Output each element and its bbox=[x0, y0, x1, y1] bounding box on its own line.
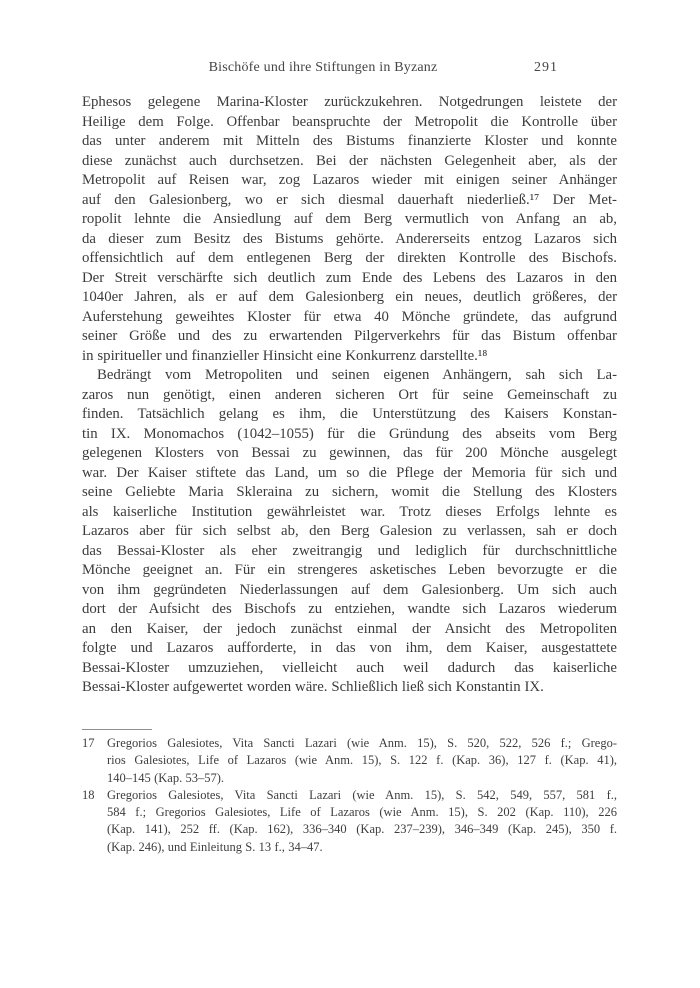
text-line: das unter anderem mit Mitteln des Bistums finanzierte Kloster und konnte bbox=[82, 133, 617, 149]
text-line: Der Streit verschärfte sich deutlich zum Ende des Lebens des Lazaros in den bbox=[82, 269, 617, 286]
text-line: tin IX. Monomachos (1042–1055) für die Gründung des abseits vom Berg bbox=[82, 425, 617, 442]
text-line: seiner Größe und des zu erwartenden Pilgerverkehrs für das Bistum offenbar bbox=[82, 328, 617, 344]
text-line: Bessai-Kloster aufgewertet worden wäre. Schließlich ließ sich Konstantin IX. bbox=[82, 679, 544, 695]
footnote-line: Gregorios Galesiotes, Vita Sancti Lazari (wie Anm. 15), S. 520, 522, 526 f.; Grego- bbox=[107, 736, 617, 750]
text-line: zaros nun genötigt, einen anderen sicheren Ort für seine Gemeinschaft zu bbox=[82, 386, 617, 403]
text-line: an den Kaiser, der jedoch zunächst einmal der Ansicht des Metropoliten bbox=[82, 620, 617, 637]
text-line: ropolit lehnte die Ansiedlung auf dem Berg vermutlich von Anfang an ab, bbox=[82, 211, 617, 227]
footnote-line: 584 f.; Gregorios Galesiotes, Life of Lazaros (wie Anm. 15), S. 202 (Kap. 110), 226 bbox=[107, 805, 617, 820]
text-line: diese zunächst auch durchsetzen. Bei der nächsten Gelegenheit aber, als der bbox=[82, 152, 617, 169]
text-line: Mönche geeignet an. Für ein strengeres asketisches Leben bevorzugte er die bbox=[82, 562, 617, 578]
body-text bbox=[82, 93, 617, 698]
page-number: 291 bbox=[534, 60, 558, 75]
text-line: seine Geliebte Maria Skleraina zu sichern, womit die Stellung des Klosters bbox=[82, 484, 617, 500]
footnotes-section bbox=[82, 729, 617, 856]
footnote-line: 140–145 (Kap. 53–57). bbox=[107, 770, 225, 785]
text-line: finden. Tatsächlich gelang es ihm, die Unterstützung des Kaisers Konstan- bbox=[82, 406, 617, 422]
text-line: offensichtlich auf dem entlegenen Berg der direkten Kontrolle des Bischofs. bbox=[82, 250, 617, 266]
text-line: das Bessai-Kloster als eher zweitrangig und lediglich für durchschnittliche bbox=[82, 542, 617, 559]
footnote-line: (Kap. 246), und Einleitung S. 13 f., 34–47. bbox=[107, 839, 323, 854]
text-line: Auferstehung geweihtes Kloster für etwa 40 Mönche gründete, das aufgrund bbox=[82, 308, 617, 325]
running-head bbox=[82, 59, 617, 77]
footnote-line: rios Galesiotes, Life of Lazaros (wie Anm. 15), S. 122 f. (Kap. 36), 127 f. (Kap. 41), bbox=[107, 753, 617, 768]
text-line: Lazaros aber für sich selbst ab, den Berg Galesion zu verlassen, sah er doch bbox=[82, 523, 617, 539]
text-line: folgte und Lazaros aufforderte, in das von ihm, dem Kaiser, ausgestattete bbox=[82, 640, 617, 656]
footnote-17 bbox=[82, 735, 617, 787]
text-line: dort der Aufsicht des Bischofs zu entziehen, wandte sich Lazaros wiederum bbox=[82, 601, 617, 617]
text-line: Ephesos gelegene Marina-Kloster zurückzukehren. Notgedrungen leistete der bbox=[82, 94, 617, 110]
text-line: in spiritueller und finanzieller Hinsicht eine Konkurrenz darstellte.¹⁸ bbox=[82, 347, 488, 364]
text-line: 1040er Jahren, als er auf dem Galesionberg ein neues, deutlich größeres, der bbox=[82, 289, 617, 305]
text-line: von ihm gegründeten Niederlassungen auf dem Galesionberg. Um sich auch bbox=[82, 581, 617, 598]
text-line: auf den Galesionberg, wo er sich diesmal dauerhaft niederließ.¹⁷ Der Met- bbox=[82, 191, 617, 208]
text-line: gelegenen Klosters von Bessai zu gewinnen, das für 200 Mönche ausgelegt bbox=[82, 445, 617, 461]
text-line: Bedrängt vom Metropoliten und seinen eigenen Anhängern, sah sich La- bbox=[97, 367, 617, 383]
text-line: als kaiserliche Institution gewährleistet war. Trotz dieses Erfolgs lehnte es bbox=[82, 503, 617, 520]
footnote-18 bbox=[82, 787, 617, 856]
footnote-number: 17 bbox=[82, 736, 95, 750]
text-line: Metropolit auf Reisen war, zog Lazaros wieder mit einigen seiner Anhänger bbox=[82, 172, 617, 188]
text-line: war. Der Kaiser stiftete das Land, um so die Pflege der Memoria für sich und bbox=[82, 464, 617, 481]
footnote-line: (Kap. 141), 252 ff. (Kap. 162), 336–340 (Kap. 237–239), 346–349 (Kap. 245), 350 f. bbox=[107, 822, 617, 837]
footnote-number: 18 bbox=[82, 787, 95, 802]
paragraph-2 bbox=[82, 366, 617, 698]
text-line: da dieser zum Besitz des Bistums gehörte. Andererseits entzog Lazaros sich bbox=[82, 230, 617, 247]
text-line: Bessai-Kloster umzuziehen, vielleicht auch weil dadurch das kaiserliche bbox=[82, 659, 617, 676]
footnote-separator-rule bbox=[82, 729, 152, 730]
text-line: Heilige dem Folge. Offenbar beanspruchte der Metropolit die Kontrolle über bbox=[82, 113, 617, 130]
paragraph-1 bbox=[82, 93, 617, 366]
footnote-text bbox=[107, 787, 617, 856]
footnote-line: Gregorios Galesiotes, Vita Sancti Lazari (wie Anm. 15), S. 542, 549, 557, 581 f., bbox=[107, 787, 617, 802]
running-head-title: Bischöfe und ihre Stiftungen in Byzanz bbox=[208, 60, 438, 75]
footnote-text bbox=[107, 735, 617, 787]
